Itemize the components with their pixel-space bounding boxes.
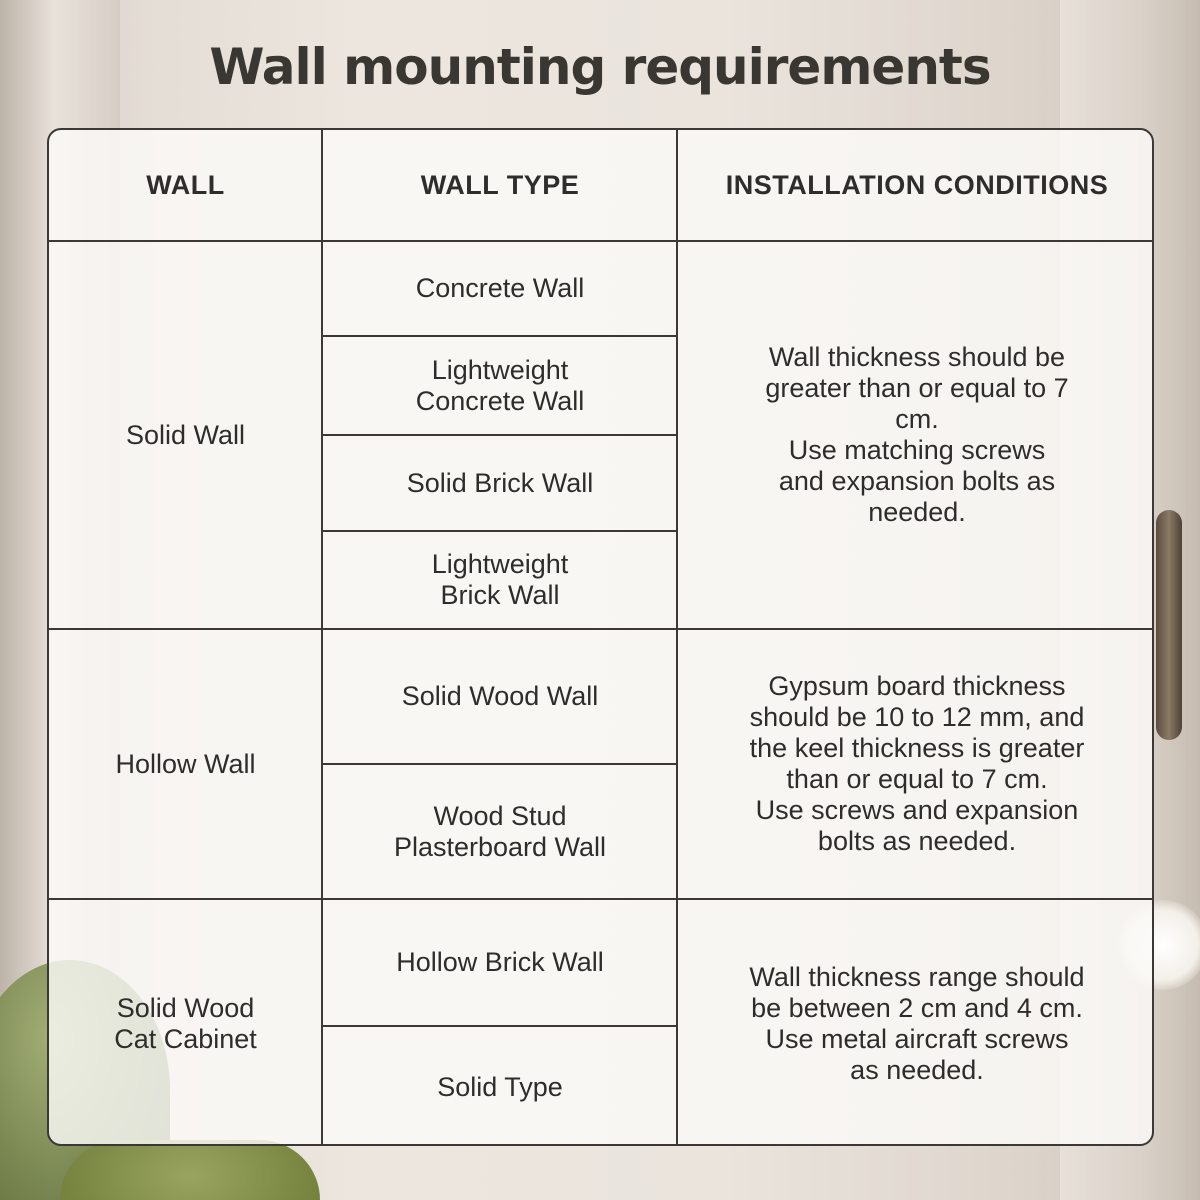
wall-category-solid: Solid Wall [125, 419, 246, 450]
background-cushion [60, 1140, 320, 1200]
installation-conditions-cell: Gypsum board thickness should be 10 to 12 mm, and the keel thickness is greater than or equal to 7 cm. Use screws and expansion bolts as needed. [749, 671, 1085, 856]
installation-conditions-cell: Wall thickness range should be between 2 cm and 4 cm. Use metal aircraft screws as needed. [749, 962, 1085, 1085]
wall-category-hollow: Hollow Wall [115, 748, 256, 779]
background-door-handle [1156, 510, 1182, 740]
installation-conditions-cell: Wall thickness should be greater than or equal to 7 cm. Use matching screws and expansion bolts as needed. [765, 342, 1069, 527]
wall-type-cell: Hollow Brick Wall [396, 947, 604, 977]
wall-type-cell: Lightweight Brick Wall [431, 549, 569, 610]
wall-type-cell: Solid Brick Wall [406, 467, 594, 498]
wall-type-cell: Wood Stud Plasterboard Wall [393, 800, 607, 862]
wall-type-cell: Solid Type [437, 1072, 563, 1102]
wall-type-cell: Solid Wood Wall [401, 681, 599, 711]
header-wall-type: WALL TYPE [420, 170, 580, 200]
header-wall: WALL [146, 170, 225, 200]
page-title: Wall mounting requirements [209, 38, 991, 96]
wall-type-cell: Concrete Wall [415, 273, 585, 303]
header-installation-conditions: INSTALLATION CONDITIONS [725, 170, 1109, 200]
requirements-table [47, 128, 1154, 1146]
wall-category-cat-cabinet: Solid Wood Cat Cabinet [114, 993, 257, 1054]
wall-type-cell: Lightweight Concrete Wall [415, 354, 585, 416]
